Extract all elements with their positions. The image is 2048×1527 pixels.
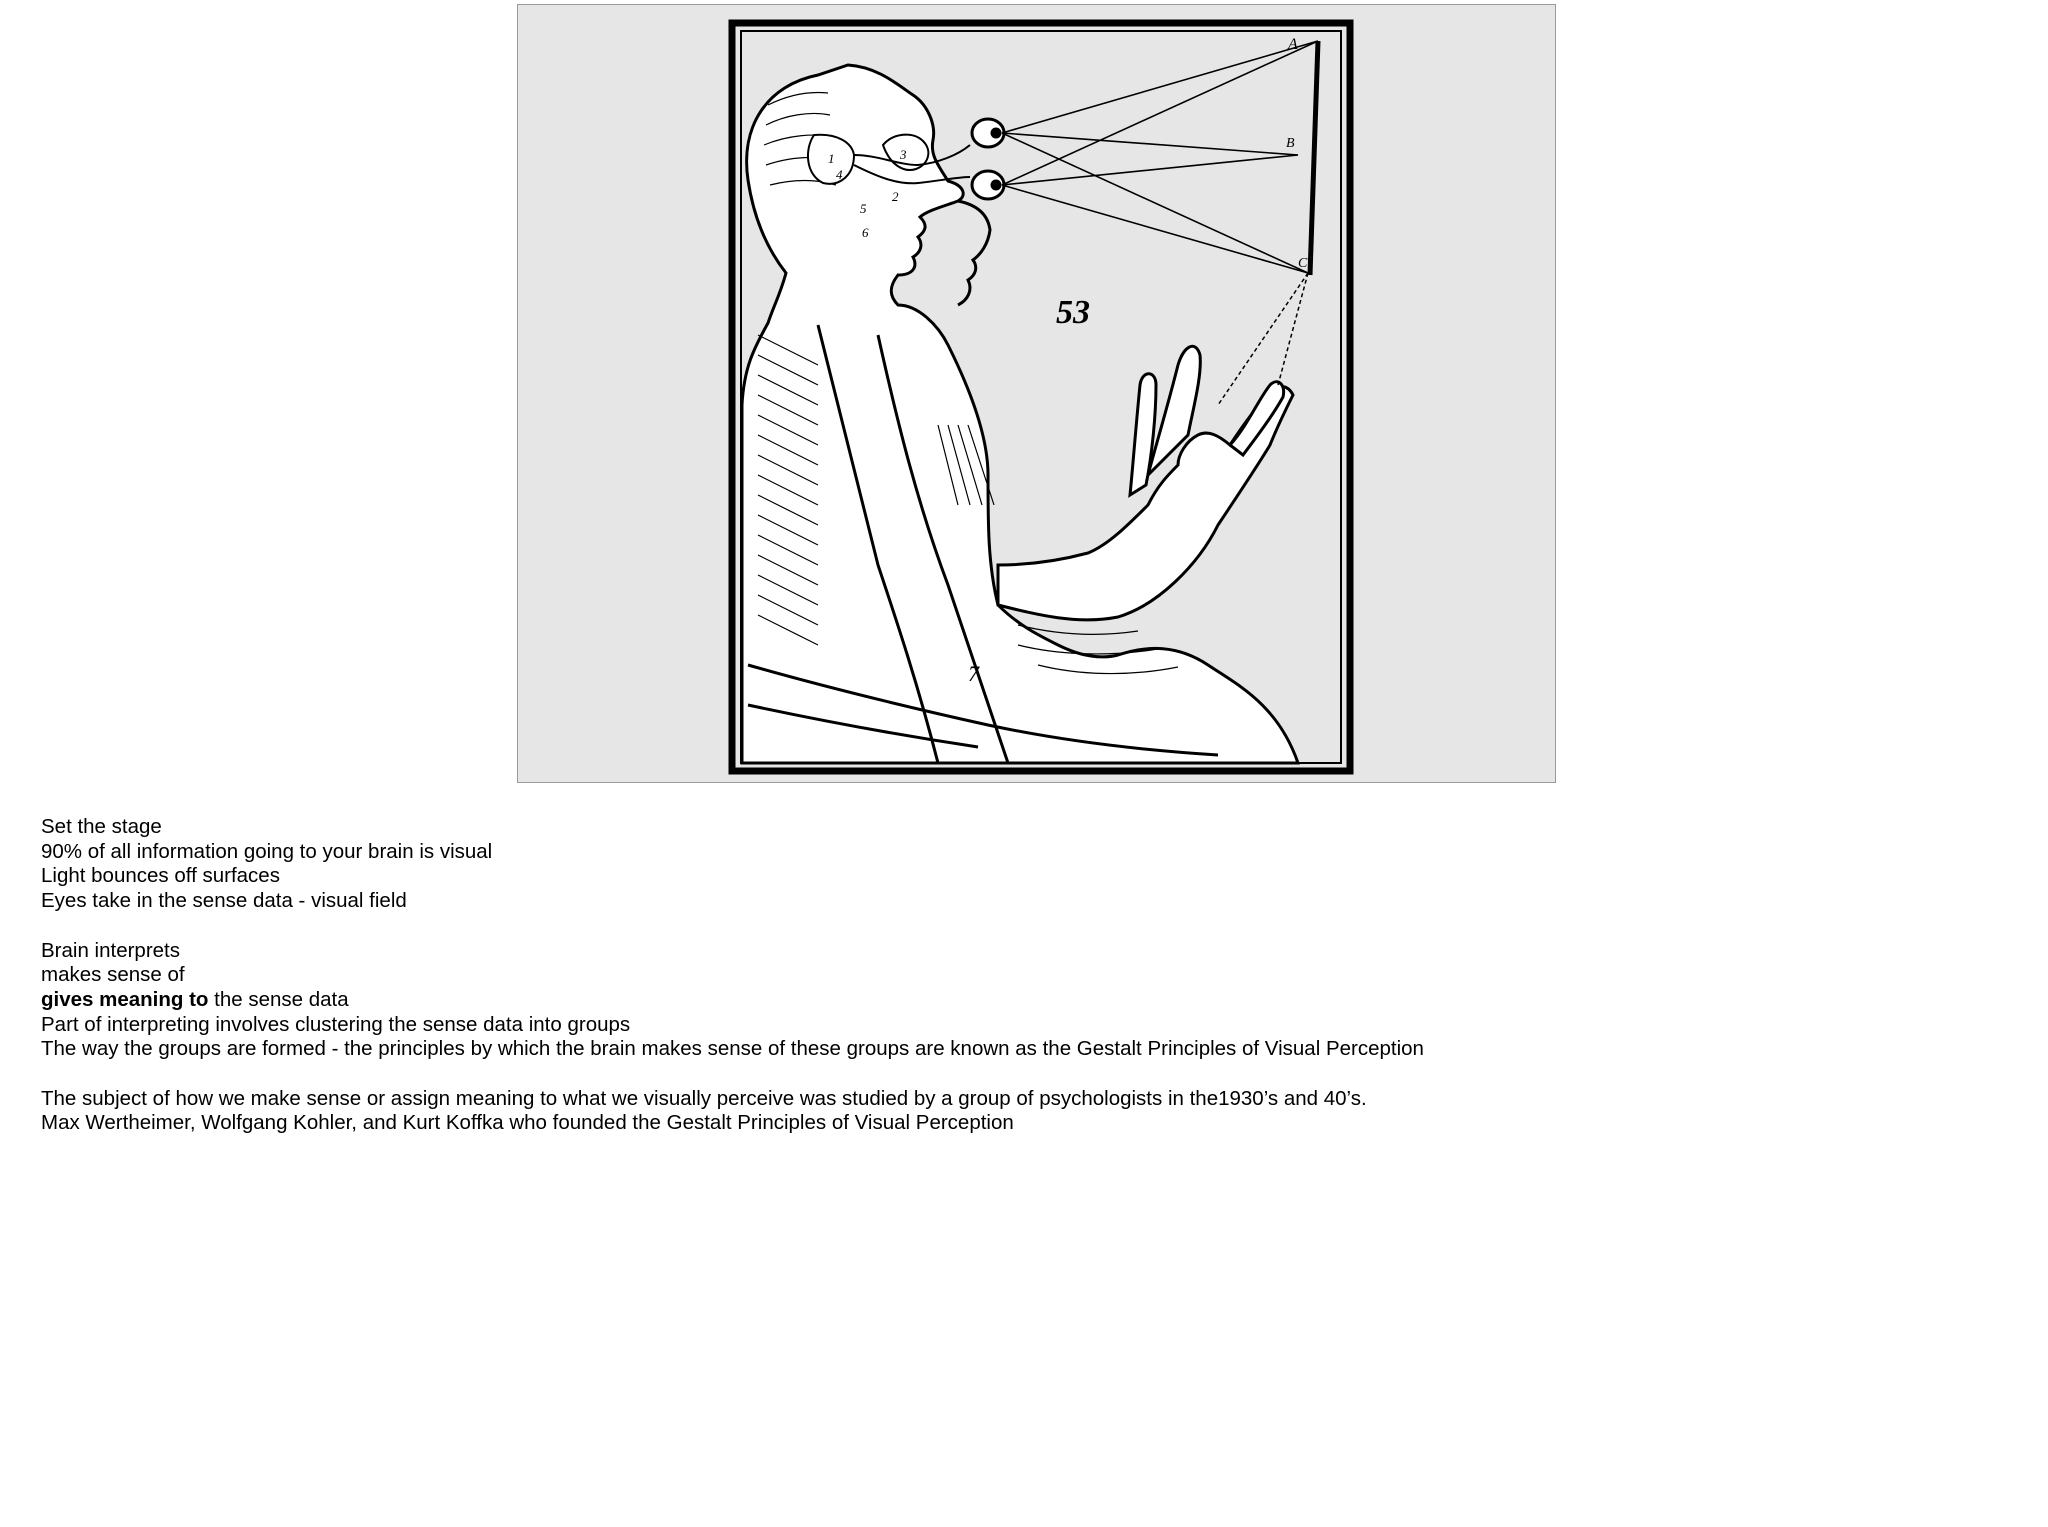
label-b: B	[1286, 136, 1295, 151]
notes-text: the sense data	[208, 987, 349, 1011]
notes-line: makes sense of	[41, 963, 185, 987]
label-3: 3	[900, 147, 907, 162]
label-7: 7	[968, 661, 979, 686]
notes-line-emphasis	[41, 988, 2021, 1013]
notes-line: Set the stage	[41, 815, 162, 838]
notes-line: Max Wertheimer, Wolfgang Kohler, and Kurt Koffka who founded the Gestalt Principles of Visual Perception	[41, 1111, 1014, 1135]
notes-line: The way the groups are formed - the principles by which the brain makes sense of these groups are known as the Gestalt Principles of Visual Perception	[41, 1037, 1424, 1061]
notes-bold-text: gives meaning to	[41, 987, 209, 1011]
woodcut-illustration	[518, 5, 1556, 783]
label-2: 2	[892, 189, 899, 204]
notes-line: Eyes take in the sense data - visual field	[41, 889, 407, 913]
plate-number: 53	[1056, 294, 1090, 331]
label-6: 6	[862, 225, 869, 240]
notes-line: Brain interprets	[41, 938, 181, 962]
notes-line: Light bounces off surfaces	[41, 864, 280, 888]
notes-line: Part of interpreting involves clustering the sense data into groups	[41, 1012, 631, 1036]
label-1: 1	[828, 151, 835, 166]
light-rays	[1002, 41, 1318, 273]
label-a: A	[1288, 36, 1298, 53]
pointing-rod	[1218, 41, 1318, 405]
notes-spacer	[41, 914, 2021, 939]
slide-thumbnail[interactable]	[517, 4, 1556, 783]
label-5: 5	[860, 201, 867, 216]
speaker-notes	[41, 815, 2021, 1136]
notes-line: The subject of how we make sense or assign meaning to what we visually perceive was studied by a group of psychologists in the1930’s and 40’s.	[41, 1086, 1367, 1110]
eyes	[972, 119, 1004, 199]
notes-line: 90% of all information going to your brain is visual	[41, 839, 493, 863]
face-profile	[958, 201, 990, 305]
notes-spacer	[41, 1062, 2021, 1087]
label-4: 4	[836, 167, 843, 182]
label-c: C	[1298, 256, 1308, 271]
